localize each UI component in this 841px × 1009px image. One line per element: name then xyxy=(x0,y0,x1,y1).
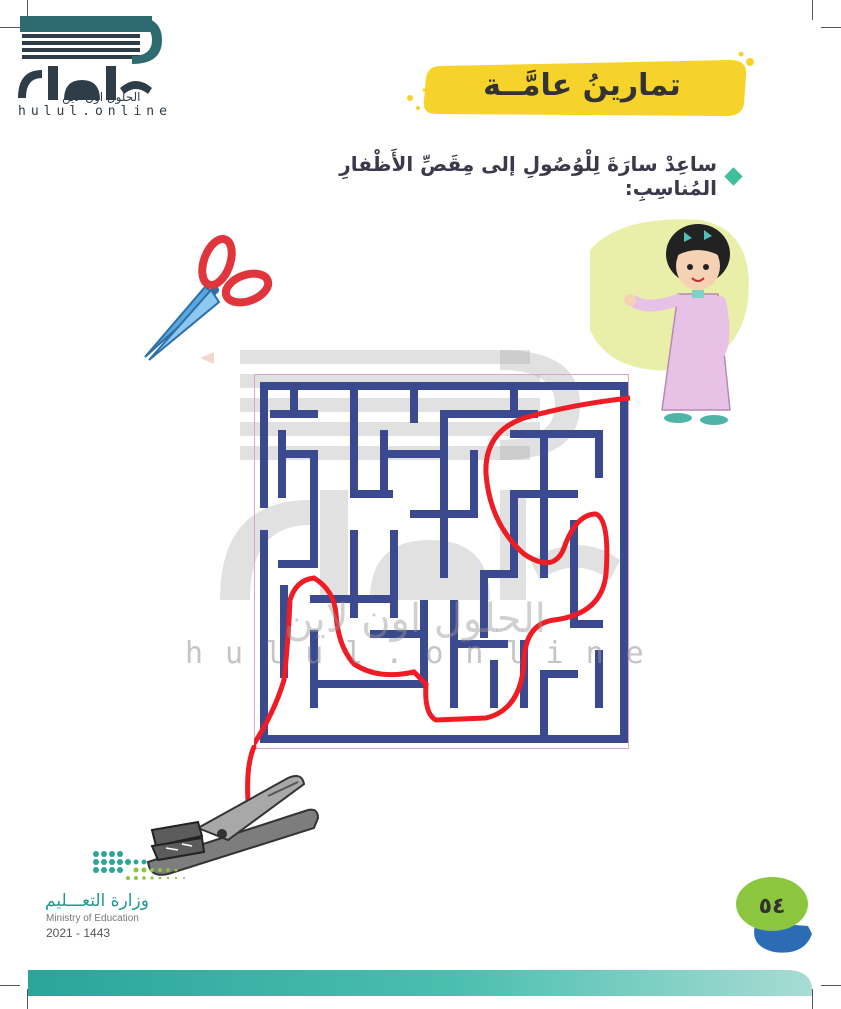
crop-mark xyxy=(821,27,841,28)
arrow-icon xyxy=(198,350,228,366)
bullet-icon xyxy=(724,167,742,185)
watermark-arabic-text: الحلول اون لاين xyxy=(284,596,546,642)
edition-year: 2021 - 1443 xyxy=(46,926,111,940)
crop-mark xyxy=(812,0,813,20)
ministry-dots-logo xyxy=(90,848,190,888)
logo-latin-text: hulul.online xyxy=(18,104,172,119)
ministry-name-english: Ministry of Education xyxy=(46,913,139,924)
bottom-decor-band xyxy=(0,964,841,1009)
page-number: ٥٤ xyxy=(758,893,786,919)
ministry-name-arabic: وزارة التعـــليم xyxy=(45,891,149,911)
instruction-text: ساعِدْ سارَةَ لِلْوُصُولِ إلى مِقَصِّ الأَظْفارِ المُناسِبِ: xyxy=(339,152,717,200)
scissors-icon xyxy=(135,232,275,362)
maze-walls xyxy=(264,386,624,739)
logo-subtitle: الحلول اون لاين xyxy=(62,90,141,104)
watermark-latin-text: hulul.online xyxy=(185,636,666,671)
exercise-instruction xyxy=(240,152,740,200)
maze xyxy=(254,374,630,750)
page-title: تمارينُ عامَّــة xyxy=(483,67,681,103)
